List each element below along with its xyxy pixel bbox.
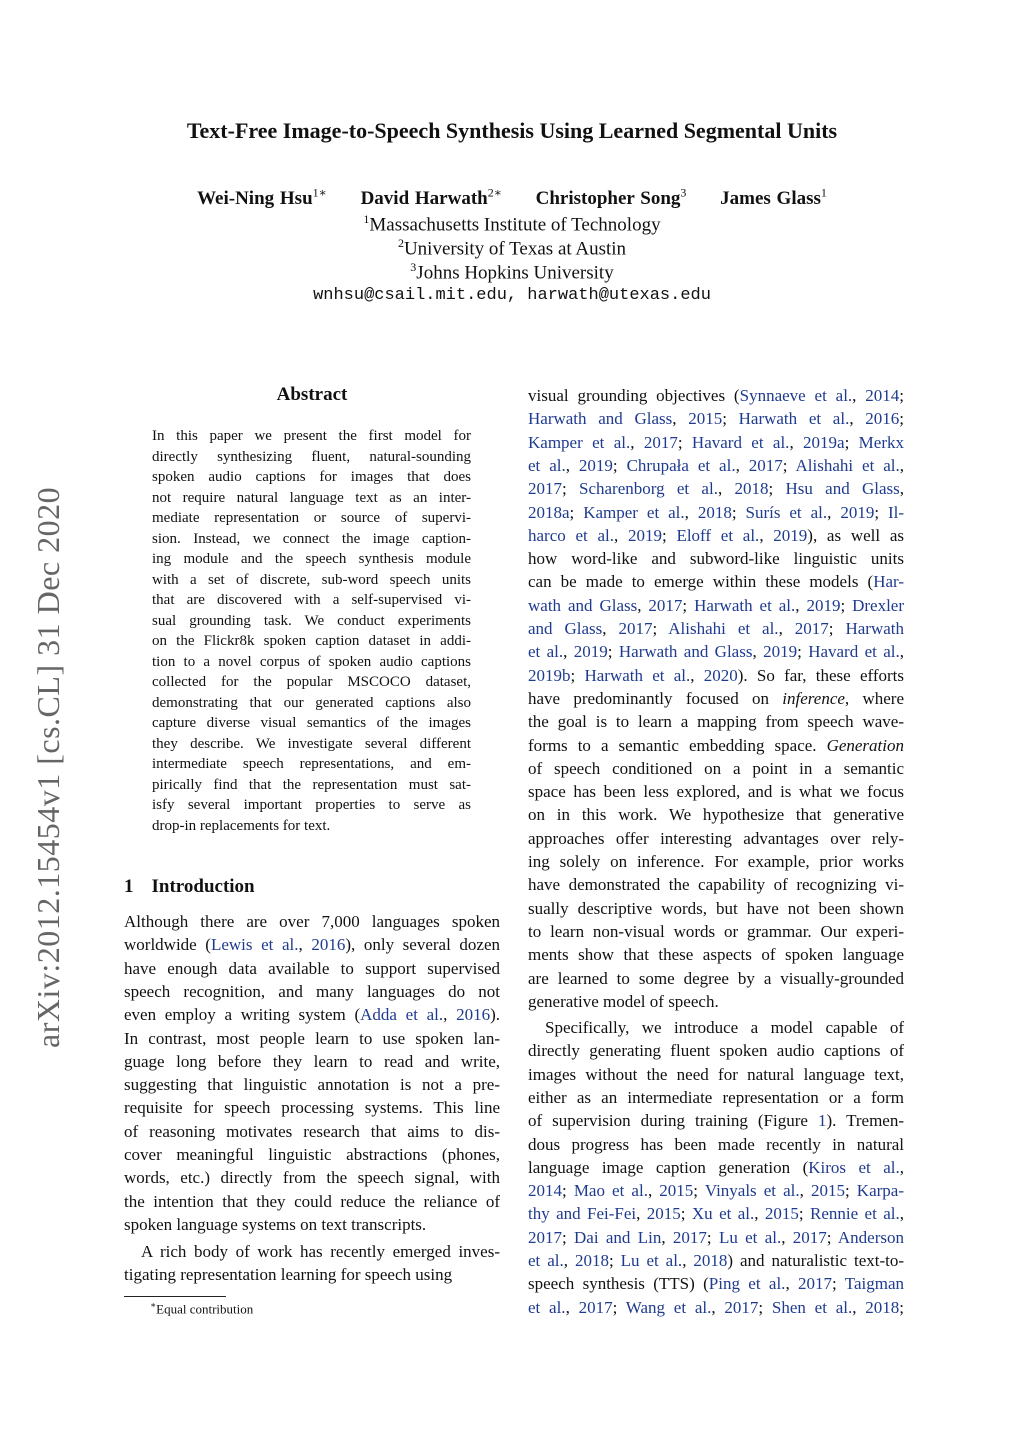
text-run: ;: [758, 1297, 772, 1317]
text-run: ;: [652, 619, 669, 638]
text-run: ,: [754, 1204, 765, 1224]
text-line: [124, 1120, 500, 1143]
text-run: In contrast, most people learn to use spoken lan-: [124, 1028, 500, 1048]
text-line: [528, 1016, 904, 1039]
text-run: ,: [672, 409, 689, 429]
text-line: [528, 1296, 904, 1319]
text-line: [124, 1240, 500, 1263]
citation-link[interactable]: Merkx: [858, 432, 904, 452]
citation-link[interactable]: 2017: [528, 479, 562, 499]
citation-link[interactable]: Lu et al.: [718, 1227, 782, 1247]
text-run: ,: [799, 1181, 811, 1201]
text-line: [528, 640, 904, 663]
text-line: [528, 757, 904, 780]
text-line: [528, 431, 904, 454]
text-line: [124, 1096, 500, 1119]
text-run: ), as well as: [807, 525, 904, 545]
text-run: ,: [778, 619, 795, 638]
text-run: ,: [563, 1251, 575, 1270]
text-run: ,: [899, 1157, 904, 1177]
text-run: ;: [682, 595, 695, 615]
text-run: ,: [563, 642, 574, 662]
text-run: A rich body of work has recently emerged inves-: [124, 1242, 500, 1261]
text-line: [124, 910, 500, 933]
text-run: ,: [443, 1005, 457, 1025]
citation-link[interactable]: 2017: [724, 1297, 759, 1317]
text-run: ,: [717, 479, 735, 499]
text-run: ,: [735, 455, 749, 475]
text-run: suggesting that linguistic annotation is not a pre-: [124, 1075, 500, 1095]
text-run: ,: [899, 479, 904, 499]
text-run: ,: [852, 386, 866, 405]
citation-link[interactable]: Dai and Lin: [574, 1227, 662, 1247]
citation-link[interactable]: 2019b: [528, 665, 571, 685]
text-line: [124, 957, 500, 980]
text-line: [528, 1249, 904, 1272]
text-run: ;: [722, 409, 739, 429]
abstract-line: directly synthesizing fluent, natural-sounding: [152, 448, 471, 465]
citation-link[interactable]: Xu et al.: [691, 1204, 755, 1224]
citation-link[interactable]: 2017: [794, 619, 829, 638]
text-run: the intention that they could reduce the reliance of: [124, 1191, 500, 1211]
citation-link[interactable]: 2017: [798, 1274, 833, 1294]
author-emails: wnhsu@csail.mit.edu, harwath@utexas.edu: [313, 286, 711, 305]
citation-link[interactable]: 2019: [763, 642, 798, 662]
citation-link[interactable]: Kamper et al.: [583, 502, 685, 522]
citation-link[interactable]: 2015: [764, 1204, 799, 1224]
text-run: ,: [647, 1181, 660, 1201]
citation-link[interactable]: Drexler: [852, 595, 905, 615]
text-run: language image caption generation (: [528, 1157, 809, 1177]
text-run: ;: [612, 1297, 626, 1317]
abstract-line: demonstrating that our generated captions also: [152, 694, 471, 711]
text-run: ;: [680, 1204, 692, 1224]
citation-link[interactable]: Rennie et al.: [810, 1204, 900, 1224]
text-run: even employ a writing system (: [124, 1005, 361, 1025]
text-run: Specifically, we introduce a model capable of: [528, 1018, 904, 1037]
citation-link[interactable]: Shen et al.: [771, 1297, 853, 1317]
citation-link[interactable]: Kiros et al.: [808, 1157, 900, 1177]
text-run: ,: [789, 432, 804, 452]
section-heading: 1 Introduction: [124, 876, 255, 897]
text-run: Although there are over 7,000 languages spoken: [124, 912, 500, 931]
author: David Harwath$^{2∗}$: [360, 186, 502, 210]
abstract-line: sual grounding task. We conduct experiments: [152, 612, 471, 629]
citation-link[interactable]: wath and Glass: [528, 595, 638, 615]
text-run: approaches offer interesting advantages over rely-: [528, 828, 904, 848]
abstract-line: ing module and the speech synthesis module: [152, 551, 471, 567]
affiliation: $^1$Massachusetts Institute of Technology: [363, 212, 661, 236]
text-run: directly generating fluent spoken audio captions of: [528, 1041, 904, 1061]
author: Christopher Song$^3$: [535, 186, 687, 210]
text-run: guage long before they learn to read and write,: [124, 1051, 500, 1071]
text-run: ,: [565, 1297, 579, 1317]
citation-link[interactable]: 2017: [618, 619, 653, 638]
citation-link[interactable]: 2018: [693, 1251, 728, 1270]
text-run: ;: [768, 479, 786, 499]
abstract-line: they describe. We investigate several different: [152, 735, 471, 752]
text-run: ;: [569, 502, 584, 522]
citation-link[interactable]: Havard et al.: [808, 642, 900, 662]
citation-link[interactable]: Wang et al.: [625, 1297, 712, 1317]
citation-link[interactable]: Synnaeve et al.: [739, 386, 853, 405]
text-run: ), only several dozen: [345, 935, 500, 955]
citation-link[interactable]: 2019: [578, 455, 613, 475]
abstract-line: sion. Instead, we connect the image caption-: [152, 530, 471, 547]
citation-link[interactable]: 2019: [806, 595, 841, 615]
text-line: [528, 920, 904, 943]
text-run: how word-like and subword-like linguistic units: [528, 549, 904, 569]
text-run: ;: [693, 1181, 705, 1201]
text-run: ;: [797, 642, 809, 662]
text-run: ;: [661, 525, 677, 545]
citation-link[interactable]: 2019: [840, 502, 875, 522]
paper-title: Text-Free Image-to-Speech Synthesis Using Learned Segmental Units: [186, 118, 838, 143]
text-run: ,: [661, 1227, 673, 1247]
abstract-line: that are discovered with a self-supervised vi-: [152, 592, 471, 608]
citation-link[interactable]: harco et al.: [528, 525, 614, 545]
text-run: ). Tremen-: [826, 1111, 904, 1131]
text-run: cover meaningful linguistic abstractions (phones,: [124, 1145, 500, 1164]
citation-link[interactable]: Anderson: [837, 1227, 904, 1247]
citation-link[interactable]: Har-: [873, 572, 904, 592]
text-run: ;: [899, 409, 905, 429]
citation-link[interactable]: 2016: [865, 409, 900, 429]
text-run: ,: [899, 642, 904, 662]
text-line: [124, 1213, 500, 1236]
abstract-line: tion to a novel corpus of spoken audio captions: [152, 653, 471, 670]
citation-link[interactable]: 2017: [643, 432, 678, 452]
citation-link[interactable]: 2015: [810, 1181, 845, 1201]
abstract-line: spoken audio captions for images that does: [152, 469, 471, 485]
text-line: [528, 1179, 904, 1202]
citation-link[interactable]: 2017: [578, 1297, 613, 1317]
text-run: ;: [844, 1181, 857, 1201]
text-run: tigating representation learning for speech using: [124, 1265, 453, 1285]
text-line: [528, 687, 904, 710]
citation-link[interactable]: Lu et al.: [620, 1251, 683, 1270]
text-line: [528, 1156, 904, 1179]
text-line: [528, 501, 904, 524]
citation-link[interactable]: Harwath and Glass: [618, 642, 753, 662]
text-run: either as an intermediate representation or a form: [528, 1087, 904, 1107]
affiliation: $^3$Johns Hopkins University: [410, 260, 614, 284]
text-run: can be made to emerge within these models (: [528, 572, 874, 592]
citation-link[interactable]: 1: [817, 1111, 827, 1131]
abstract-heading: Abstract: [276, 384, 348, 405]
citation-link[interactable]: et al.: [528, 455, 566, 475]
text-run: ;: [677, 432, 692, 452]
citation-link[interactable]: Ping et al.: [708, 1274, 786, 1294]
text-line: [528, 967, 904, 990]
text-line: [528, 594, 904, 617]
citation-link[interactable]: Hsu and Glass: [785, 479, 900, 499]
footnote: ∗Equal contribution: [150, 1300, 254, 1317]
citation-link[interactable]: 2019: [573, 642, 608, 662]
citation-link[interactable]: 2017: [672, 1227, 707, 1247]
citation-link[interactable]: 2018: [865, 1297, 900, 1317]
text-run: , where: [844, 688, 904, 708]
citation-link[interactable]: Harwath et al.: [694, 595, 796, 615]
text-run: ,: [565, 455, 579, 475]
text-run: ,: [899, 455, 905, 475]
text-run: ,: [711, 1297, 725, 1317]
citation-link[interactable]: and Glass: [528, 619, 603, 638]
abstract-line: isfy several important properties to serve as: [152, 797, 471, 813]
text-run: ,: [690, 665, 704, 685]
text-run: on in this work. We hypothesize that generative: [528, 805, 904, 825]
citation-link[interactable]: Lewis et al.: [210, 935, 299, 955]
citation-link[interactable]: Alishahi et al.: [668, 619, 779, 638]
citation-link[interactable]: Kamper et al.: [528, 432, 631, 452]
abstract-line: drop-in replacements for text.: [152, 817, 331, 834]
text-run: ;: [607, 642, 619, 662]
text-run: words, etc.) directly from the speech signal, with: [124, 1168, 500, 1188]
text-run: have demonstrated the capability of recognizing vi-: [528, 875, 904, 895]
citation-link[interactable]: 2017: [528, 1227, 562, 1247]
text-run: ,: [682, 1251, 694, 1270]
text-run: requisite for speech processing systems. This line: [124, 1098, 500, 1118]
text-line: [528, 803, 904, 826]
emphasis-text: inference: [782, 688, 845, 708]
abstract-line: mediate representation or source of supervi-: [152, 510, 471, 526]
text-run: ;: [562, 1227, 575, 1247]
footnote-rule: [124, 1296, 226, 1297]
citation-link[interactable]: Havard et al.: [691, 432, 790, 452]
text-line: [528, 524, 904, 547]
citation-link[interactable]: Karpa-: [856, 1181, 904, 1201]
text-run: space has been less explored, and is what we focus: [528, 782, 904, 802]
citation-link[interactable]: Surís et al.: [745, 502, 828, 522]
citation-link[interactable]: 2014: [528, 1181, 562, 1201]
citation-link[interactable]: Harwath and Glass: [528, 409, 673, 429]
text-run: ,: [781, 1227, 793, 1247]
text-run: ;: [826, 1227, 838, 1247]
text-line: [124, 1073, 500, 1096]
text-line: [528, 873, 904, 896]
text-line: [528, 897, 904, 920]
citation-link[interactable]: 2017: [648, 595, 683, 615]
citation-link[interactable]: 2019a: [803, 432, 845, 452]
text-line: [124, 1263, 500, 1286]
citation-link[interactable]: Harwath: [845, 619, 904, 638]
text-run: dous progress has been made recently in natural: [528, 1134, 904, 1154]
text-line: [528, 547, 904, 570]
text-run: have enough data available to support supervised: [124, 958, 500, 978]
text-line: [124, 1190, 500, 1213]
text-line: [528, 1086, 904, 1109]
citation-link[interactable]: Chrupała et al.: [626, 455, 736, 475]
text-line: [528, 1133, 904, 1156]
arxiv-stamp: arXiv:2012.15454v1 [cs.CL] 31 Dec 2020: [30, 486, 66, 1048]
author: James Glass$^1$: [720, 186, 827, 210]
citation-link[interactable]: et al.: [528, 1251, 564, 1270]
text-run: of supervision during training (Figure: [528, 1111, 818, 1131]
citation-link[interactable]: 2015: [659, 1181, 694, 1201]
citation-link[interactable]: 2018: [574, 1251, 609, 1270]
citation-link[interactable]: Il-: [887, 502, 905, 522]
text-run: ;: [840, 595, 853, 615]
abstract-line: capture diverse visual semantics of the images: [152, 715, 471, 731]
citation-link[interactable]: 2014: [865, 386, 900, 405]
citation-link[interactable]: 2019: [773, 525, 808, 545]
text-run: ,: [899, 1204, 904, 1224]
text-run: ,: [614, 525, 628, 545]
text-line: [528, 943, 904, 966]
text-line: [528, 1109, 904, 1132]
text-run: speech synthesis (TTS) (: [528, 1274, 709, 1294]
text-line: [528, 1226, 904, 1249]
text-run: ,: [602, 619, 619, 638]
citation-link[interactable]: 2020: [703, 665, 738, 685]
text-line: [528, 617, 904, 640]
citation-link[interactable]: 2015: [646, 1204, 681, 1224]
text-run: ;: [899, 1297, 905, 1317]
text-line: [528, 454, 904, 477]
text-run: ;: [874, 502, 888, 522]
text-run: ;: [706, 1227, 719, 1247]
text-run: ;: [731, 502, 746, 522]
text-run: ) and naturalistic text-to-: [727, 1251, 905, 1270]
text-run: sually descriptive words, but have not been shown: [528, 898, 904, 918]
citation-link[interactable]: Eloff et al.: [676, 525, 760, 545]
citation-link[interactable]: et al.: [528, 1297, 566, 1317]
citation-link[interactable]: 2018a: [528, 502, 570, 522]
citation-link[interactable]: 2018: [697, 502, 732, 522]
citation-link[interactable]: 2016: [311, 935, 346, 955]
text-run: ,: [827, 502, 841, 522]
text-line: [528, 710, 904, 733]
citation-link[interactable]: Vinyals et al.: [704, 1181, 800, 1201]
text-run: worldwide (: [124, 935, 211, 955]
text-line: [124, 1143, 500, 1166]
text-run: ;: [782, 455, 796, 475]
citation-link[interactable]: et al.: [528, 642, 564, 662]
emphasis-text: Generation: [826, 735, 904, 755]
citation-link[interactable]: Harwath et al.: [738, 409, 850, 429]
text-line: [124, 1003, 500, 1026]
citation-link[interactable]: Alishahi et al.: [795, 455, 900, 475]
abstract-line: intermediate speech representations, and em-: [152, 756, 471, 772]
text-run: ,: [849, 409, 866, 429]
text-run: generative model of speech.: [528, 991, 719, 1011]
text-line: [528, 780, 904, 803]
abstract-line: collected for the popular MSCOCO dataset,: [152, 674, 471, 690]
text-line: [124, 980, 500, 1003]
affiliation: $^2$University of Texas at Austin: [397, 236, 627, 260]
citation-link[interactable]: Mao et al.: [573, 1181, 648, 1201]
text-run: of speech conditioned on a point in a semantic: [528, 758, 904, 778]
text-line: [528, 664, 904, 687]
text-line: [528, 1039, 904, 1062]
text-run: are learned to some degree by a visually-grounded: [528, 968, 904, 988]
text-run: ).: [490, 1005, 501, 1025]
text-run: of reasoning motivates research that aims to dis-: [124, 1121, 500, 1141]
text-line: [528, 1202, 904, 1225]
text-line: [528, 570, 904, 593]
text-run: speech recognition, and many languages do not: [124, 981, 500, 1001]
text-line: [528, 827, 904, 850]
abstract-line: pirically find that the representation must sat-: [152, 776, 471, 793]
citation-link[interactable]: Scharenborg et al.: [579, 479, 718, 499]
text-run: have predominantly focused on: [528, 688, 783, 708]
text-run: ;: [828, 619, 846, 638]
text-run: ,: [785, 1274, 799, 1294]
text-run: to learn non-visual words or grammar. Our experi-: [528, 921, 904, 941]
text-run: images without the need for natural language text,: [528, 1064, 904, 1084]
citation-link[interactable]: Harwath et al.: [584, 665, 691, 685]
text-run: ments show that these aspects of spoken language: [528, 945, 904, 965]
citation-link[interactable]: thy and Fei-Fei: [528, 1204, 637, 1224]
citation-link[interactable]: 2016: [456, 1005, 491, 1025]
text-run: ing solely on inference. For example, prior works: [528, 852, 904, 871]
abstract-line: with a set of discrete, sub-word speech units: [152, 571, 471, 588]
text-line: [124, 933, 500, 956]
text-run: ;: [798, 1204, 810, 1224]
text-run: ). So far, these efforts: [737, 665, 905, 685]
text-run: ;: [570, 665, 585, 685]
text-line: [124, 1050, 500, 1073]
text-run: the goal is to learn a mapping from speech wave-: [528, 712, 904, 732]
text-line: [528, 990, 904, 1013]
text-run: ,: [637, 595, 649, 615]
text-run: ,: [759, 525, 774, 545]
author-list: [0, 186, 1024, 210]
text-line: [528, 384, 904, 407]
abstract-line: In this paper we present the first model for: [152, 428, 471, 444]
text-line: [528, 477, 904, 500]
text-line: [528, 734, 904, 757]
citation-link[interactable]: 2019: [627, 525, 662, 545]
text-line: [528, 1063, 904, 1086]
text-run: forms to a semantic embedding space.: [528, 735, 827, 755]
text-run: ,: [852, 1297, 866, 1317]
text-run: ;: [899, 386, 904, 405]
text-line: [124, 1027, 500, 1050]
citation-link[interactable]: 2017: [748, 455, 783, 475]
text-run: ;: [562, 1181, 574, 1201]
text-line: [528, 850, 904, 873]
text-run: ;: [608, 1251, 621, 1270]
text-run: visual grounding objectives (: [528, 386, 740, 405]
abstract-line: on the Flickr8k spoken caption dataset in addi-: [152, 633, 471, 649]
citation-link[interactable]: 2018: [734, 479, 769, 499]
text-run: ,: [298, 935, 312, 955]
text-run: ;: [562, 479, 579, 499]
text-run: ,: [752, 642, 764, 662]
text-line: [528, 407, 904, 430]
citation-link[interactable]: 2015: [688, 409, 723, 429]
text-run: ,: [630, 432, 644, 452]
text-run: ,: [636, 1204, 647, 1224]
text-line: [124, 1166, 500, 1189]
author: Wei-Ning Hsu$^{1∗}$: [197, 186, 327, 210]
citation-link[interactable]: Taigman: [844, 1274, 905, 1294]
text-run: ;: [612, 455, 627, 475]
text-line: [528, 1272, 904, 1295]
text-run: ;: [832, 1274, 845, 1294]
citation-link[interactable]: 2017: [792, 1227, 827, 1247]
citation-link[interactable]: Adda et al.: [360, 1005, 444, 1025]
text-run: spoken language systems on text transcripts.: [124, 1214, 427, 1234]
text-run: ,: [795, 595, 807, 615]
abstract-line: not require natural language text as an inter-: [152, 489, 471, 506]
text-run: ,: [684, 502, 698, 522]
text-run: ;: [844, 432, 859, 452]
